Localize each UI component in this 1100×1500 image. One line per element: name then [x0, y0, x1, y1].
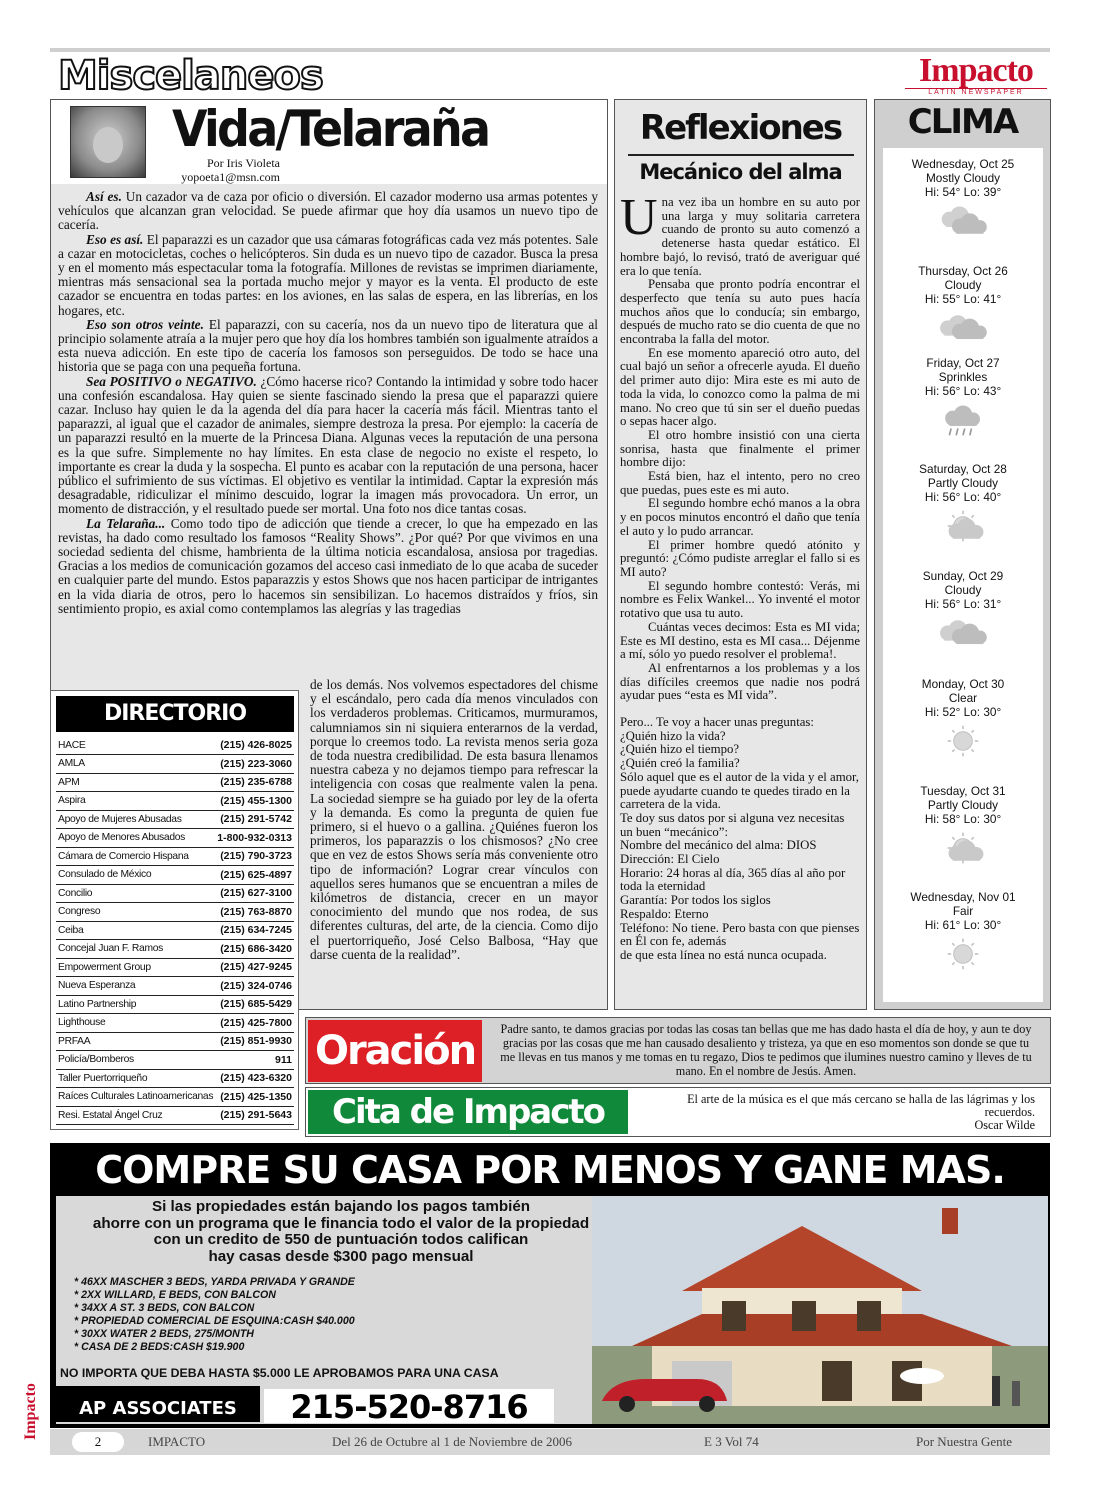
- cloudy-icon: [933, 616, 993, 650]
- reflexiones-closing-line: Respaldo: Eterno: [620, 906, 709, 921]
- cita-quote-text: El arte de la música es el que más cercano se halla de las lágrimas y los recuerdos.: [687, 1092, 1035, 1120]
- forecast-cond: Fair: [952, 904, 974, 919]
- reflexiones-closing-line: Garantía: Por todos los siglos: [620, 893, 771, 908]
- forecast-temps: Hi: 52° Lo: 30°: [924, 705, 1002, 720]
- reflexiones-subtitle: Mecánico del alma: [639, 160, 842, 184]
- logo-text: Impacto: [919, 52, 1033, 89]
- reflexiones-paragraph: Está bien, haz el intento, pero no creo que puedas, pues este es mi auto.: [620, 469, 860, 497]
- reflexiones-rule: [628, 154, 854, 156]
- ad-listing: * PROPIEDAD COMERCIAL DE ESQUINA:CASH $40.000: [74, 1315, 355, 1328]
- house-photo: [592, 1196, 1048, 1424]
- forecast-temps: Hi: 56° Lo: 43°: [924, 384, 1002, 399]
- forecast-day: [883, 462, 1043, 549]
- directory-table: [56, 736, 294, 1125]
- directory-org: Resi. Estatal Ángel Cruz: [56, 1106, 215, 1125]
- directory-phone[interactable]: (215) 324-0746: [215, 977, 294, 996]
- ad-listing: * 30XX WATER 2 BEDS, 275/MONTH: [74, 1328, 254, 1341]
- directory-row: [56, 847, 294, 866]
- reflexiones-closing-line: Te doy sus datos por si alguna vez necesitas un buen “mecánico”:: [620, 810, 845, 839]
- forecast-day: [883, 157, 1043, 244]
- vida-paragraph: Eso es así. El paparazzi es un cazador que usa cámaras fotográficas cada vez más potentes. Sale a cazar en motocicletas, coches o helicópteros. Sin duda es un nuevo tipo de cazador. Busca la presa y en el momento más espectacular toma la fotografía. Millones de revistas se imprimen diariamente, mientras más sensacional sea la portada mucho mejor y mayor es la venta. El producto de este cazador se encuentra en todas partes: en los aviones, en las salas de espera, en las librerías, en los hogares, etc.: [58, 231, 598, 318]
- forecast-cond: Partly Cloudy: [927, 476, 999, 491]
- vida-paragraph: Eso son otros veinte. El paparazzi, con su cacería, nos da un nuevo tipo de literatura que al principio solamente atraía a la mujer pero que hoy día los hombres también son igualmente atraídos a esta nueva adicción. En este tipo de cacería los famosos son perseguidos. De todo se hace una historia que se paga con una pequeña fortuna.: [58, 316, 598, 375]
- reflexiones-paragraph: Al enfrentarnos a los problemas y a los días difíciles creemos que nadie nos podrá ayudar pues “esta es MI vida”.: [620, 660, 860, 703]
- directory-row: [56, 995, 294, 1014]
- directory-org: Consulado de México: [56, 866, 215, 885]
- directory-row: [56, 810, 294, 829]
- vida-title: Vida/Telaraña: [172, 100, 489, 158]
- directory-org: APM: [56, 773, 215, 792]
- ad-listing: * 2XX WILLARD, E BEDS, CON BALCON: [74, 1289, 276, 1302]
- reflexiones-closing-line: Teléfono: No tiene. Pero basta con que pienses en Él con fe, además: [620, 920, 860, 949]
- page-number: 2: [72, 1432, 124, 1452]
- drop-cap: U: [620, 189, 658, 246]
- forecast-day: [883, 569, 1043, 656]
- impacto-logo: [905, 54, 1047, 98]
- cita-title: Cita de Impacto: [308, 1090, 628, 1134]
- directory-phone[interactable]: 911: [215, 1051, 294, 1070]
- vida-paragraph: Sea POSITIVO o NEGATIVO. ¿Cómo hacerse rico? Contando la intimidad y sobre todo hacer una confesión escandalosa. Hay quien se siente fascinado siendo la presa que el paparazzi quiere cazar. Incluso hay quien le da la agenda del día para hacer la cacería más fácil. Mientras tanto el paparazzi, al igual que el cazador de animales, siempre destroza la presa. Por ejemplo: la cacería de un paparazzi resultó en la muerte de la Princesa Diana. Algunas veces la reputación de una persona es la que sufre. Simplemente no hay límites. En esta clase de negocio no existe el respeto, lo importante es crear la duda y la sospecha. El punto es acabar con la reputación de una persona, hacer público el sufrimiento de sus víctimas. El objetivo es ventilar la intimidad. Captar la expresión más desagradable, ridiculizar el mínimo descuido, lograr la imagen más provocadora. Un error, un momento de distracción, y el resultado puede ser mortal. Una foto nos dice tantas cosas.: [58, 373, 598, 517]
- clima-title: CLIMA: [907, 102, 1018, 142]
- reflexiones-paragraph: Pensaba que pronto podría encontrar el desperfecto que tenía su auto pues hacía muchos años que lo conducía; sin embargo, después de mucho rato se dio cuenta de que no encontraba la falla del motor.: [620, 277, 860, 347]
- ad-phone[interactable]: 215-520-8716: [264, 1389, 554, 1423]
- directory-org: AMLA: [56, 755, 215, 774]
- author-photo: [70, 106, 146, 178]
- directory-phone[interactable]: 1-800-932-0313: [215, 829, 294, 848]
- directory-org: Latino Partnership: [56, 995, 215, 1014]
- forecast-cond: Cloudy: [944, 583, 982, 598]
- directory-phone[interactable]: (215) 851-9930: [215, 1032, 294, 1051]
- forecast-date: Sunday, Oct 29: [922, 569, 1004, 583]
- directory-phone[interactable]: (215) 627-3100: [215, 884, 294, 903]
- directory-org: Concilio: [56, 884, 215, 903]
- cita-author: Oscar Wilde: [974, 1118, 1035, 1133]
- chimney: [942, 1208, 958, 1234]
- section-title: Miscelaneos: [58, 53, 323, 99]
- reflexiones-paragraph: El segundo hombre contestó: Verás, mi nombre es Felix Wankel... Yo inventé el motor rotativo que usa tu auto.: [620, 578, 860, 621]
- forecast-date: Friday, Oct 27: [926, 356, 1000, 370]
- forecast-temps: Hi: 54° Lo: 39°: [924, 185, 1002, 200]
- directory-phone[interactable]: (215) 291-5643: [215, 1106, 294, 1125]
- forecast-date: Tuesday, Oct 31: [920, 784, 1006, 798]
- forecast-temps: Hi: 56° Lo: 40°: [924, 490, 1002, 505]
- reflexiones-body: [620, 189, 860, 963]
- vida-body: [58, 190, 598, 616]
- directory-phone[interactable]: (215) 426-8025: [215, 736, 294, 755]
- forecast-day: [883, 784, 1043, 871]
- directory-org: Raíces Culturales Latinoamericanas: [56, 1088, 215, 1107]
- directory-phone[interactable]: (215) 423-6320: [215, 1069, 294, 1088]
- ad-brand: AP ASSOCIATES: [56, 1386, 260, 1422]
- forecast-cond: Cloudy: [944, 278, 982, 293]
- directory-phone[interactable]: (215) 235-6788: [215, 773, 294, 792]
- side-logo-text: Impacto: [22, 1383, 39, 1440]
- directory-row: [56, 736, 294, 755]
- directory-phone[interactable]: (215) 686-3420: [215, 940, 294, 959]
- ad-listings: [74, 1276, 594, 1355]
- reflexiones-paragraph: El primer hombre quedó atónito y preguntó: ¿Cómo pudiste arreglar el fallo si es MI auto?: [620, 537, 860, 579]
- reflexiones-paragraph: El otro hombre insistió con una cierta sonrisa, hasta que finalmente el primer hombre dijo:: [620, 427, 860, 470]
- forecast-date: Wednesday, Nov 01: [910, 890, 1016, 904]
- forecast-date: Saturday, Oct 28: [919, 462, 1007, 476]
- cloudy-icon: [933, 311, 993, 345]
- directory-row: [56, 903, 294, 922]
- top-rule: [50, 48, 1050, 52]
- cita-quote: [640, 1093, 1035, 1133]
- author-email[interactable]: yopoeta1@msn.com: [181, 170, 280, 184]
- partly-cloudy-icon: [933, 831, 993, 865]
- forecast-cond: Mostly Cloudy: [925, 171, 1001, 186]
- forecast-temps: Hi: 58° Lo: 30°: [924, 812, 1002, 827]
- reflexiones-closing-line: ¿Quién creó la familia?: [620, 756, 740, 771]
- footer-dates: Del 26 de Octubre al 1 de Noviembre de 2006: [332, 1434, 573, 1449]
- directory-org: Ceiba: [56, 921, 215, 940]
- footer-paper: IMPACTO: [148, 1434, 206, 1449]
- directory-row: [56, 977, 294, 996]
- ad-sub-line: Si las propiedades están bajando los pagos también: [151, 1198, 531, 1215]
- directory-org: PRFAA: [56, 1032, 215, 1051]
- ad-note: NO IMPORTA QUE DEBA HASTA $5.000 LE APROBAMOS PARA UNA CASA: [60, 1366, 499, 1380]
- forecast-cond: Clear: [948, 691, 978, 706]
- ad-listing: * 34XX A ST. 3 BEDS, CON BALCON: [74, 1302, 255, 1315]
- forecast-date: Wednesday, Oct 25: [911, 157, 1015, 171]
- directory-phone[interactable]: (215) 790-3723: [215, 847, 294, 866]
- reflexiones-closing-line: Horario: 24 horas al día, 365 días al año por toda la eternidad: [620, 865, 846, 894]
- clear-icon: [933, 724, 993, 758]
- ad-listing: * 46XX MASCHER 3 BEDS, YARDA PRIVADA Y GRANDE: [74, 1276, 355, 1288]
- sprinkles-icon: [933, 403, 993, 437]
- vida-byline: [150, 156, 280, 184]
- reflexiones-closing-line: ¿Quién hizo la vida?: [620, 728, 726, 743]
- directory-phone[interactable]: (215) 455-1300: [215, 792, 294, 811]
- directory-row: [56, 755, 294, 774]
- ad-sub-line: hay casas desde $300 pago mensual: [208, 1247, 474, 1265]
- reflexiones-first-paragraph: Una vez iba un hombre en su auto por una larga y muy solitaria carretera cuando de pronto su auto comenzó a detenerse hasta quedar estático. El hombre bajó, lo revisó, trató de averiguar qué era lo que tenía.: [620, 189, 860, 278]
- forecast-cond: Sprinkles: [938, 370, 988, 385]
- reflexiones-paragraph: En ese momento apareció otro auto, del cual bajó un señor a ofrecerle ayuda. El dueño del primer auto dijo: Mira este es mi auto de toda la vida, lo conozco como la palma de mi mano. No creo que tú sin ser el dueño puedas o sepas hacer algo.: [620, 345, 860, 429]
- directory-org: Concejal Juan F. Ramos: [56, 940, 215, 959]
- ad-sub-line: con un credito de 550 de puntuación todos califican: [153, 1231, 529, 1248]
- ad-subheadline: [56, 1199, 626, 1265]
- footer-edition: E 3 Vol 74: [704, 1434, 759, 1449]
- directory-row: [56, 940, 294, 959]
- directory-org: Lighthouse: [56, 1014, 215, 1033]
- directory-org: Aspira: [56, 792, 215, 811]
- reflexiones-paragraph: El segundo hombre echó manos a la obra y en pocos minutos encontró el daño que tenía el auto y lo pudo arrancar.: [620, 496, 860, 538]
- directory-org: Congreso: [56, 903, 215, 922]
- forecast-temps: Hi: 55° Lo: 41°: [924, 292, 1002, 307]
- directory-row: [56, 1069, 294, 1088]
- directory-org: Taller Puertorriqueño: [56, 1069, 215, 1088]
- directory-row: [56, 829, 294, 848]
- directory-phone[interactable]: (215) 425-1350: [215, 1088, 294, 1107]
- person: [1012, 1381, 1020, 1406]
- forecast-date: Thursday, Oct 26: [918, 264, 1008, 278]
- logo-subtitle: LATIN NEWSPAPER: [905, 88, 1047, 96]
- directory-org: HACE: [56, 736, 215, 755]
- directory-row: [56, 1106, 294, 1125]
- directory-row: [56, 1088, 294, 1107]
- directory-phone[interactable]: (215) 425-7800: [215, 1014, 294, 1033]
- umbrella: [900, 1368, 944, 1384]
- ad-headline: COMPRE SU CASA POR MENOS Y GANE MAS.: [95, 1148, 1005, 1192]
- directory-org: Nueva Esperanza: [56, 977, 215, 996]
- directory-org: Policía/Bomberos: [56, 1051, 215, 1070]
- forecast-temps: Hi: 61° Lo: 30°: [924, 918, 1002, 933]
- directory-phone[interactable]: (215) 291-5742: [215, 810, 294, 829]
- directory-row: [56, 1051, 294, 1070]
- vida-paragraph: Así es. Un cazador va de caza por oficio o diversión. El cazador moderno usa armas potentes y vehículos que alcanzan gran velocidad. Se puede afirmar que hoy día usamos un nuevo tipo de cacería.: [58, 189, 598, 233]
- ad-sub-line: ahorre con un programa que le financia todo el valor de la propiedad: [92, 1214, 590, 1232]
- reflexiones-paragraph: Cuántas veces decimos: Esta es MI vida; Este es MI destino, esta es MI casa... Déjenme a mí, sólo yo puedo resolver el problema!.: [620, 619, 860, 662]
- forecast-temps: Hi: 56° Lo: 31°: [924, 597, 1002, 612]
- footer-slogan: Por Nuestra Gente: [916, 1434, 1013, 1449]
- directory-org: Apoyo de Menores Abusados: [56, 829, 215, 848]
- person: [992, 1376, 1000, 1406]
- forecast-day: [883, 264, 1043, 351]
- oracion-title: Oración: [308, 1020, 482, 1082]
- side-logo: [22, 1370, 42, 1440]
- oracion-text: Padre santo, te damos gracias por todas las cosas tan bellas que me has dado hasta el día de hoy, y aun te doy gracias por las cosas que me han causado desaliento y tristeza, ya que en eso momentos son donde se que tu me llevas en tus manos y me tomas en tu regazo, Dios te pedimos que ilumines nuestro camino y lleves de tu mano. En el nombre de Jesús. Amen.: [500, 1022, 1032, 1078]
- directory-row: [56, 866, 294, 885]
- directory-row: [56, 773, 294, 792]
- forecast-day: [883, 356, 1043, 443]
- reflexiones-closing-line: Sólo aquel que es el autor de la vida y el amor, puede ayudarte cuando te quedes tirado en la carretera de la vida.: [620, 769, 859, 812]
- reflexiones-closing-line: de que esta línea no está nunca ocupada.: [620, 947, 827, 962]
- ad-listing: * CASA DE 2 BEDS:CASH $19.900: [74, 1341, 245, 1354]
- directory-row: [56, 884, 294, 903]
- directory-org: Empowerment Group: [56, 958, 215, 977]
- mostly-cloudy-icon: [933, 204, 993, 238]
- reflexiones-title: Reflexiones: [639, 108, 842, 148]
- vida-continuation: de los demás. Nos volvemos espectadores del chisme y el escándalo, pero cada día menos vinculados con los verdaderos problemas. Criticamos, murmuramos, calumniamos sin ni siquiera enterarnos de la verdad, porque lo creemos todo. La revista menos seria goza de toda nuestra credibilidad. De esta basura llenamos nuestra cabeza y no dejamos tiempo para refrescar la inteligencia con cosas que realmente valen la pena. La sociedad siempre se ha guiado por ley de la oferta y la demanda. Es como la pregunta de quien fue primero, si el huevo o a gallina. ¿Quiénes fueron los primeros, los paparazzis o los chismosos? ¿No cree que en vez de estos Shows sería más conveniente otro tipo de información? Lograr crear vínculos con aquellos seres humanos que se encuentran a miles de kilómetros de distancia, crecer en un mayor conocimiento del mundo que nos rodea, de sus diferentes culturas, del arte, de la ciencia. Como dijo el puertorriqueño, José Celso Balbosa, “Hay que darse cuenta de la realidad”.: [310, 677, 598, 962]
- directory-phone[interactable]: (215) 223-3060: [215, 755, 294, 774]
- directory-phone[interactable]: (215) 427-9245: [215, 958, 294, 977]
- directory-row: [56, 921, 294, 940]
- forecast-day: [883, 890, 1043, 977]
- directory-org: Cámara de Comercio Hispana: [56, 847, 215, 866]
- directory-row: [56, 958, 294, 977]
- reflexiones-closing-line: ¿Quién hizo el tiempo?: [620, 742, 740, 757]
- directory-row: [56, 792, 294, 811]
- forecast-cond: Partly Cloudy: [927, 798, 999, 813]
- author-name: Por Iris Violeta: [206, 156, 280, 170]
- directory-org: Apoyo de Mujeres Abusadas: [56, 810, 215, 829]
- directory-phone[interactable]: (215) 763-8870: [215, 903, 294, 922]
- partly-cloudy-icon: [933, 509, 993, 543]
- reflexiones-closing-line: Pero... Te voy a hacer unas preguntas:: [620, 715, 814, 730]
- vida-paragraph: La Telaraña... Como todo tipo de adicción que tiende a crecer, lo que ha empezado en las revistas, ha dado como resultado los famosos “Reality Shows”. ¿Por qué? Por que vivimos en una sociedad sedienta del chisme, hambrienta de la última noticia escandalosa, ansiosa por tragedias. Gracias a los medios de comunicación gozamos del acceso casi inmediato de lo que acaba de suceder en cualquier parte del mundo. Estos paparazzis y estos Shows que nos hacen participar de intrigantes en la vida diaria de otros, pero lo hacemos sin sensibilizan. Lo hacemos distraídos y fríos, sin sentimiento propio, es axial como contemplamos las alegrías y las tragedias: [58, 515, 598, 616]
- directory-phone[interactable]: (215) 634-7245: [215, 921, 294, 940]
- directory-row: [56, 1032, 294, 1051]
- reflexiones-closing-line: Nombre del mecánico del alma: DIOS Dirección: El Cielo: [620, 838, 817, 867]
- directory-phone[interactable]: (215) 625-4897: [215, 866, 294, 885]
- directory-phone[interactable]: (215) 685-5429: [215, 995, 294, 1014]
- directory-title: DIRECTORIO COMUNAL: [56, 696, 294, 732]
- fair-icon: [933, 937, 993, 971]
- directory-row: [56, 1014, 294, 1033]
- forecast-date: Monday, Oct 30: [921, 677, 1005, 691]
- forecast-day: [883, 677, 1043, 764]
